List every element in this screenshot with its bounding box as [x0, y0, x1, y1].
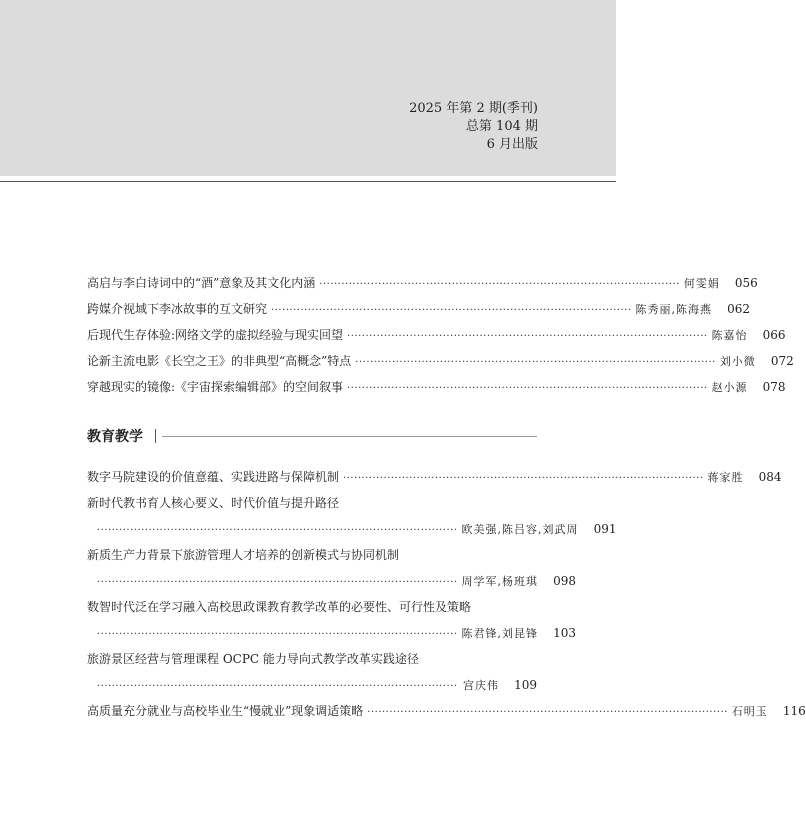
section-divider-bar	[155, 429, 156, 443]
toc-entry-title: 旅游景区经营与管理课程 OCPC 能力导向式教学改革实践途径	[87, 652, 419, 666]
toc-entry-title: 后现代生存体验:网络文学的虚拟经验与现实回望	[87, 328, 344, 342]
leader-dots: ··································································································	[97, 525, 458, 536]
leader-dots: ··································································································	[97, 577, 458, 588]
toc-group-2	[87, 464, 806, 724]
toc-group-1	[87, 270, 794, 400]
leader-dots: ··································································································	[347, 331, 708, 342]
section-title: 教育教学	[87, 429, 143, 445]
leader-dots: ··································································································	[367, 707, 728, 718]
header-rule	[0, 181, 616, 182]
toc-entry[interactable]	[87, 542, 577, 594]
toc-entry-author: 陈秀丽,陈海燕	[635, 303, 713, 316]
toc-entry-title: 穿越现实的镜像:《宇宙探索编辑部》的空间叙事	[87, 380, 344, 394]
toc-entry-author: 陈君锋,刘昆锋	[461, 627, 539, 640]
toc-entry-page: 109	[514, 678, 537, 692]
toc-entry-author: 蒋家胜	[707, 471, 744, 484]
toc-entry[interactable]	[87, 464, 782, 490]
toc-entry[interactable]	[87, 374, 786, 400]
leader-dots: ··································································································	[347, 383, 708, 394]
toc-entry-page: 084	[758, 470, 782, 484]
toc-entry[interactable]	[87, 698, 806, 724]
toc-entry[interactable]	[87, 322, 786, 348]
toc-entry-title: 论新主流电影《长空之王》的非典型“高概念”特点	[87, 354, 352, 368]
toc-entry-title: 跨媒介视域下李冰故事的互文研究	[87, 302, 268, 316]
header-band	[0, 0, 616, 176]
toc-entry-author: 欧美强,陈吕容,刘武周	[461, 523, 579, 536]
toc-entry-page: 116	[782, 704, 806, 718]
section-heading	[87, 416, 537, 456]
toc-entry-author: 宫庆伟	[463, 679, 499, 692]
toc-entry-page: 091	[593, 522, 617, 536]
section-rule	[162, 436, 537, 437]
leader-dots: ··································································································	[271, 305, 632, 316]
leader-dots: ··································································································	[319, 279, 680, 290]
toc-entry[interactable]	[87, 594, 577, 646]
toc-entry[interactable]	[87, 296, 751, 322]
toc-entry-author: 刘小微	[719, 355, 756, 368]
issue-publish-line: 6 月出版	[486, 137, 538, 152]
toc-entry-title: 新时代教书育人核心要义、时代价值与提升路径	[87, 496, 340, 510]
toc-entry-page: 062	[727, 302, 751, 316]
toc-entry[interactable]	[87, 348, 794, 374]
leader-dots: ··································································································	[355, 357, 716, 368]
issue-year-line: 2025 年第 2 期(季刊)	[409, 101, 538, 116]
toc-entry-title: 高启与李白诗词中的“酒”意象及其文化内涵	[87, 276, 316, 290]
issue-info	[409, 100, 538, 154]
table-of-contents	[87, 270, 806, 724]
leader-dots: ··································································································	[343, 473, 704, 484]
toc-entry-page: 066	[762, 328, 786, 342]
toc-entry-title: 高质量充分就业与高校毕业生“慢就业”现象调适策略	[87, 704, 364, 718]
leader-dots: ··································································································	[97, 629, 458, 640]
toc-entry-author: 赵小源	[711, 381, 748, 394]
toc-entry-title: 新质生产力背景下旅游管理人才培养的创新模式与协同机制	[87, 548, 400, 562]
toc-entry[interactable]	[87, 270, 758, 296]
toc-entry-author: 周学军,杨班琪	[461, 575, 539, 588]
toc-entry-title: 数智时代泛在学习融入高校思政课教育教学改革的必要性、可行性及策略	[87, 600, 472, 614]
toc-entry-author: 石明玉	[731, 705, 768, 718]
toc-entry[interactable]	[87, 646, 537, 698]
issue-total-line: 总第 104 期	[465, 119, 538, 134]
leader-dots: ··································································································	[97, 681, 458, 692]
toc-entry-page: 072	[770, 354, 794, 368]
toc-entry-page: 078	[762, 380, 786, 394]
toc-entry-page: 103	[553, 626, 577, 640]
toc-entry-page: 098	[553, 574, 577, 588]
toc-entry[interactable]	[87, 490, 617, 542]
toc-entry-author: 陈嘉怡	[711, 329, 748, 342]
toc-entry-author: 何雯娟	[683, 277, 720, 290]
toc-entry-title: 数字马院建设的价值意蕴、实践进路与保障机制	[87, 470, 340, 484]
toc-entry-page: 056	[734, 276, 758, 290]
